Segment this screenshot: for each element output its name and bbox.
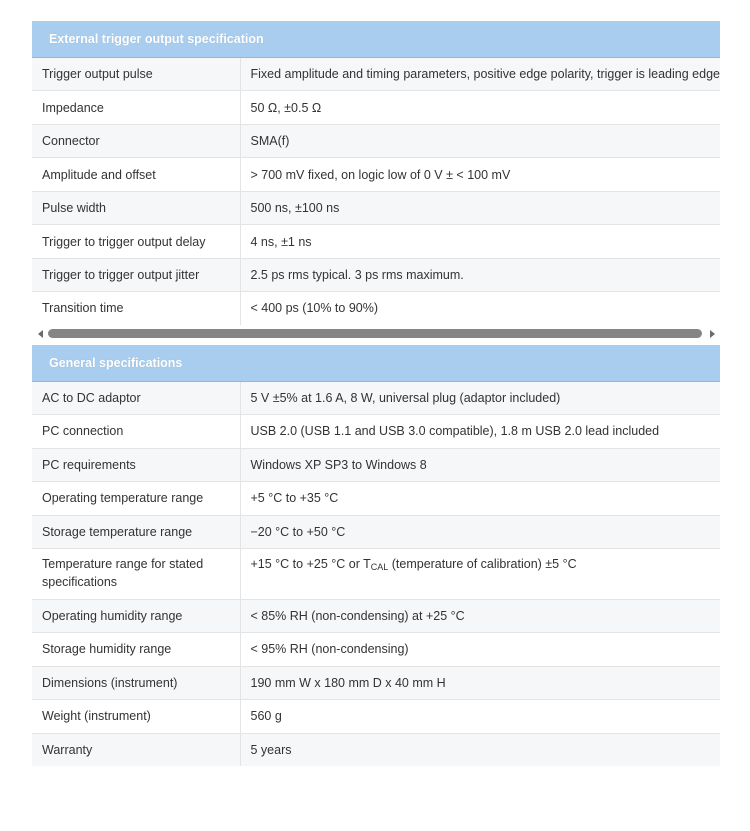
row-label: Temperature range for stated specifications	[32, 548, 240, 599]
row-value-pre: +15 °C to +25 °C or T	[250, 556, 371, 571]
table-row	[32, 448, 720, 481]
table-row	[32, 666, 720, 699]
general-spec-table	[32, 345, 720, 767]
table-row	[32, 125, 720, 158]
row-value: 4 ns, ±1 ns	[240, 225, 720, 259]
row-value: Fixed amplitude and timing parameters, positive edge polarity, trigger is leading edge	[240, 58, 720, 91]
row-value: +5 °C to +35 °C	[240, 481, 720, 515]
row-label: Transition time	[32, 292, 240, 325]
table-row	[32, 158, 720, 192]
table-row	[32, 699, 720, 733]
row-label: Weight (instrument)	[32, 699, 240, 733]
table-row	[32, 225, 720, 259]
row-label: Connector	[32, 125, 240, 158]
row-label: Trigger to trigger output delay	[32, 225, 240, 259]
row-value: 5 V ±5% at 1.6 A, 8 W, universal plug (adaptor included)	[240, 381, 720, 414]
row-label: Impedance	[32, 91, 240, 125]
external-trigger-table	[32, 21, 720, 325]
scroll-right-arrow-icon[interactable]	[710, 330, 715, 338]
scroll-left-arrow-icon[interactable]	[38, 330, 43, 338]
general-spec-title: General specifications	[32, 345, 720, 382]
table-row	[32, 515, 720, 548]
row-value: USB 2.0 (USB 1.1 and USB 3.0 compatible), 1.8 m USB 2.0 lead included	[240, 414, 720, 448]
table-row	[32, 192, 720, 225]
row-value: 5 years	[240, 733, 720, 766]
row-value: 2.5 ps rms typical. 3 ps rms maximum.	[240, 259, 720, 292]
horizontal-scrollbar[interactable]	[32, 325, 720, 345]
row-label: Warranty	[32, 733, 240, 766]
row-value-sub: CAL	[370, 561, 389, 572]
row-value: > 700 mV fixed, on logic low of 0 V ± < 100 mV	[240, 158, 720, 192]
row-value: < 400 ps (10% to 90%)	[240, 292, 720, 325]
table-row	[32, 632, 720, 666]
external-trigger-title: External trigger output specification	[32, 21, 720, 58]
row-value: 560 g	[240, 699, 720, 733]
row-value: SMA(f)	[240, 125, 720, 158]
table-row	[32, 58, 720, 91]
table-row	[32, 91, 720, 125]
row-value: Windows XP SP3 to Windows 8	[240, 448, 720, 481]
row-label: Trigger output pulse	[32, 58, 240, 91]
row-label: Pulse width	[32, 192, 240, 225]
row-value: < 85% RH (non-condensing) at +25 °C	[240, 599, 720, 632]
row-label: Operating temperature range	[32, 481, 240, 515]
table-row	[32, 733, 720, 766]
table-row	[32, 548, 720, 599]
row-label: PC connection	[32, 414, 240, 448]
row-label: AC to DC adaptor	[32, 381, 240, 414]
row-label: Operating humidity range	[32, 599, 240, 632]
row-label: PC requirements	[32, 448, 240, 481]
spec-container	[32, 21, 720, 766]
row-label: Amplitude and offset	[32, 158, 240, 192]
row-value: 500 ns, ±100 ns	[240, 192, 720, 225]
table-row	[32, 381, 720, 414]
row-value: 50 Ω, ±0.5 Ω	[240, 91, 720, 125]
row-value: < 95% RH (non-condensing)	[240, 632, 720, 666]
row-value: −20 °C to +50 °C	[240, 515, 720, 548]
table-row	[32, 414, 720, 448]
row-label: Storage humidity range	[32, 632, 240, 666]
row-label: Dimensions (instrument)	[32, 666, 240, 699]
scrollbar-thumb[interactable]	[48, 329, 702, 338]
row-label: Storage temperature range	[32, 515, 240, 548]
row-value-post: (temperature of calibration) ±5 °C	[388, 556, 577, 571]
table-row	[32, 599, 720, 632]
table-row	[32, 481, 720, 515]
row-label: Trigger to trigger output jitter	[32, 259, 240, 292]
table-row	[32, 292, 720, 325]
row-value	[240, 548, 720, 599]
table-row	[32, 259, 720, 292]
row-value: 190 mm W x 180 mm D x 40 mm H	[240, 666, 720, 699]
